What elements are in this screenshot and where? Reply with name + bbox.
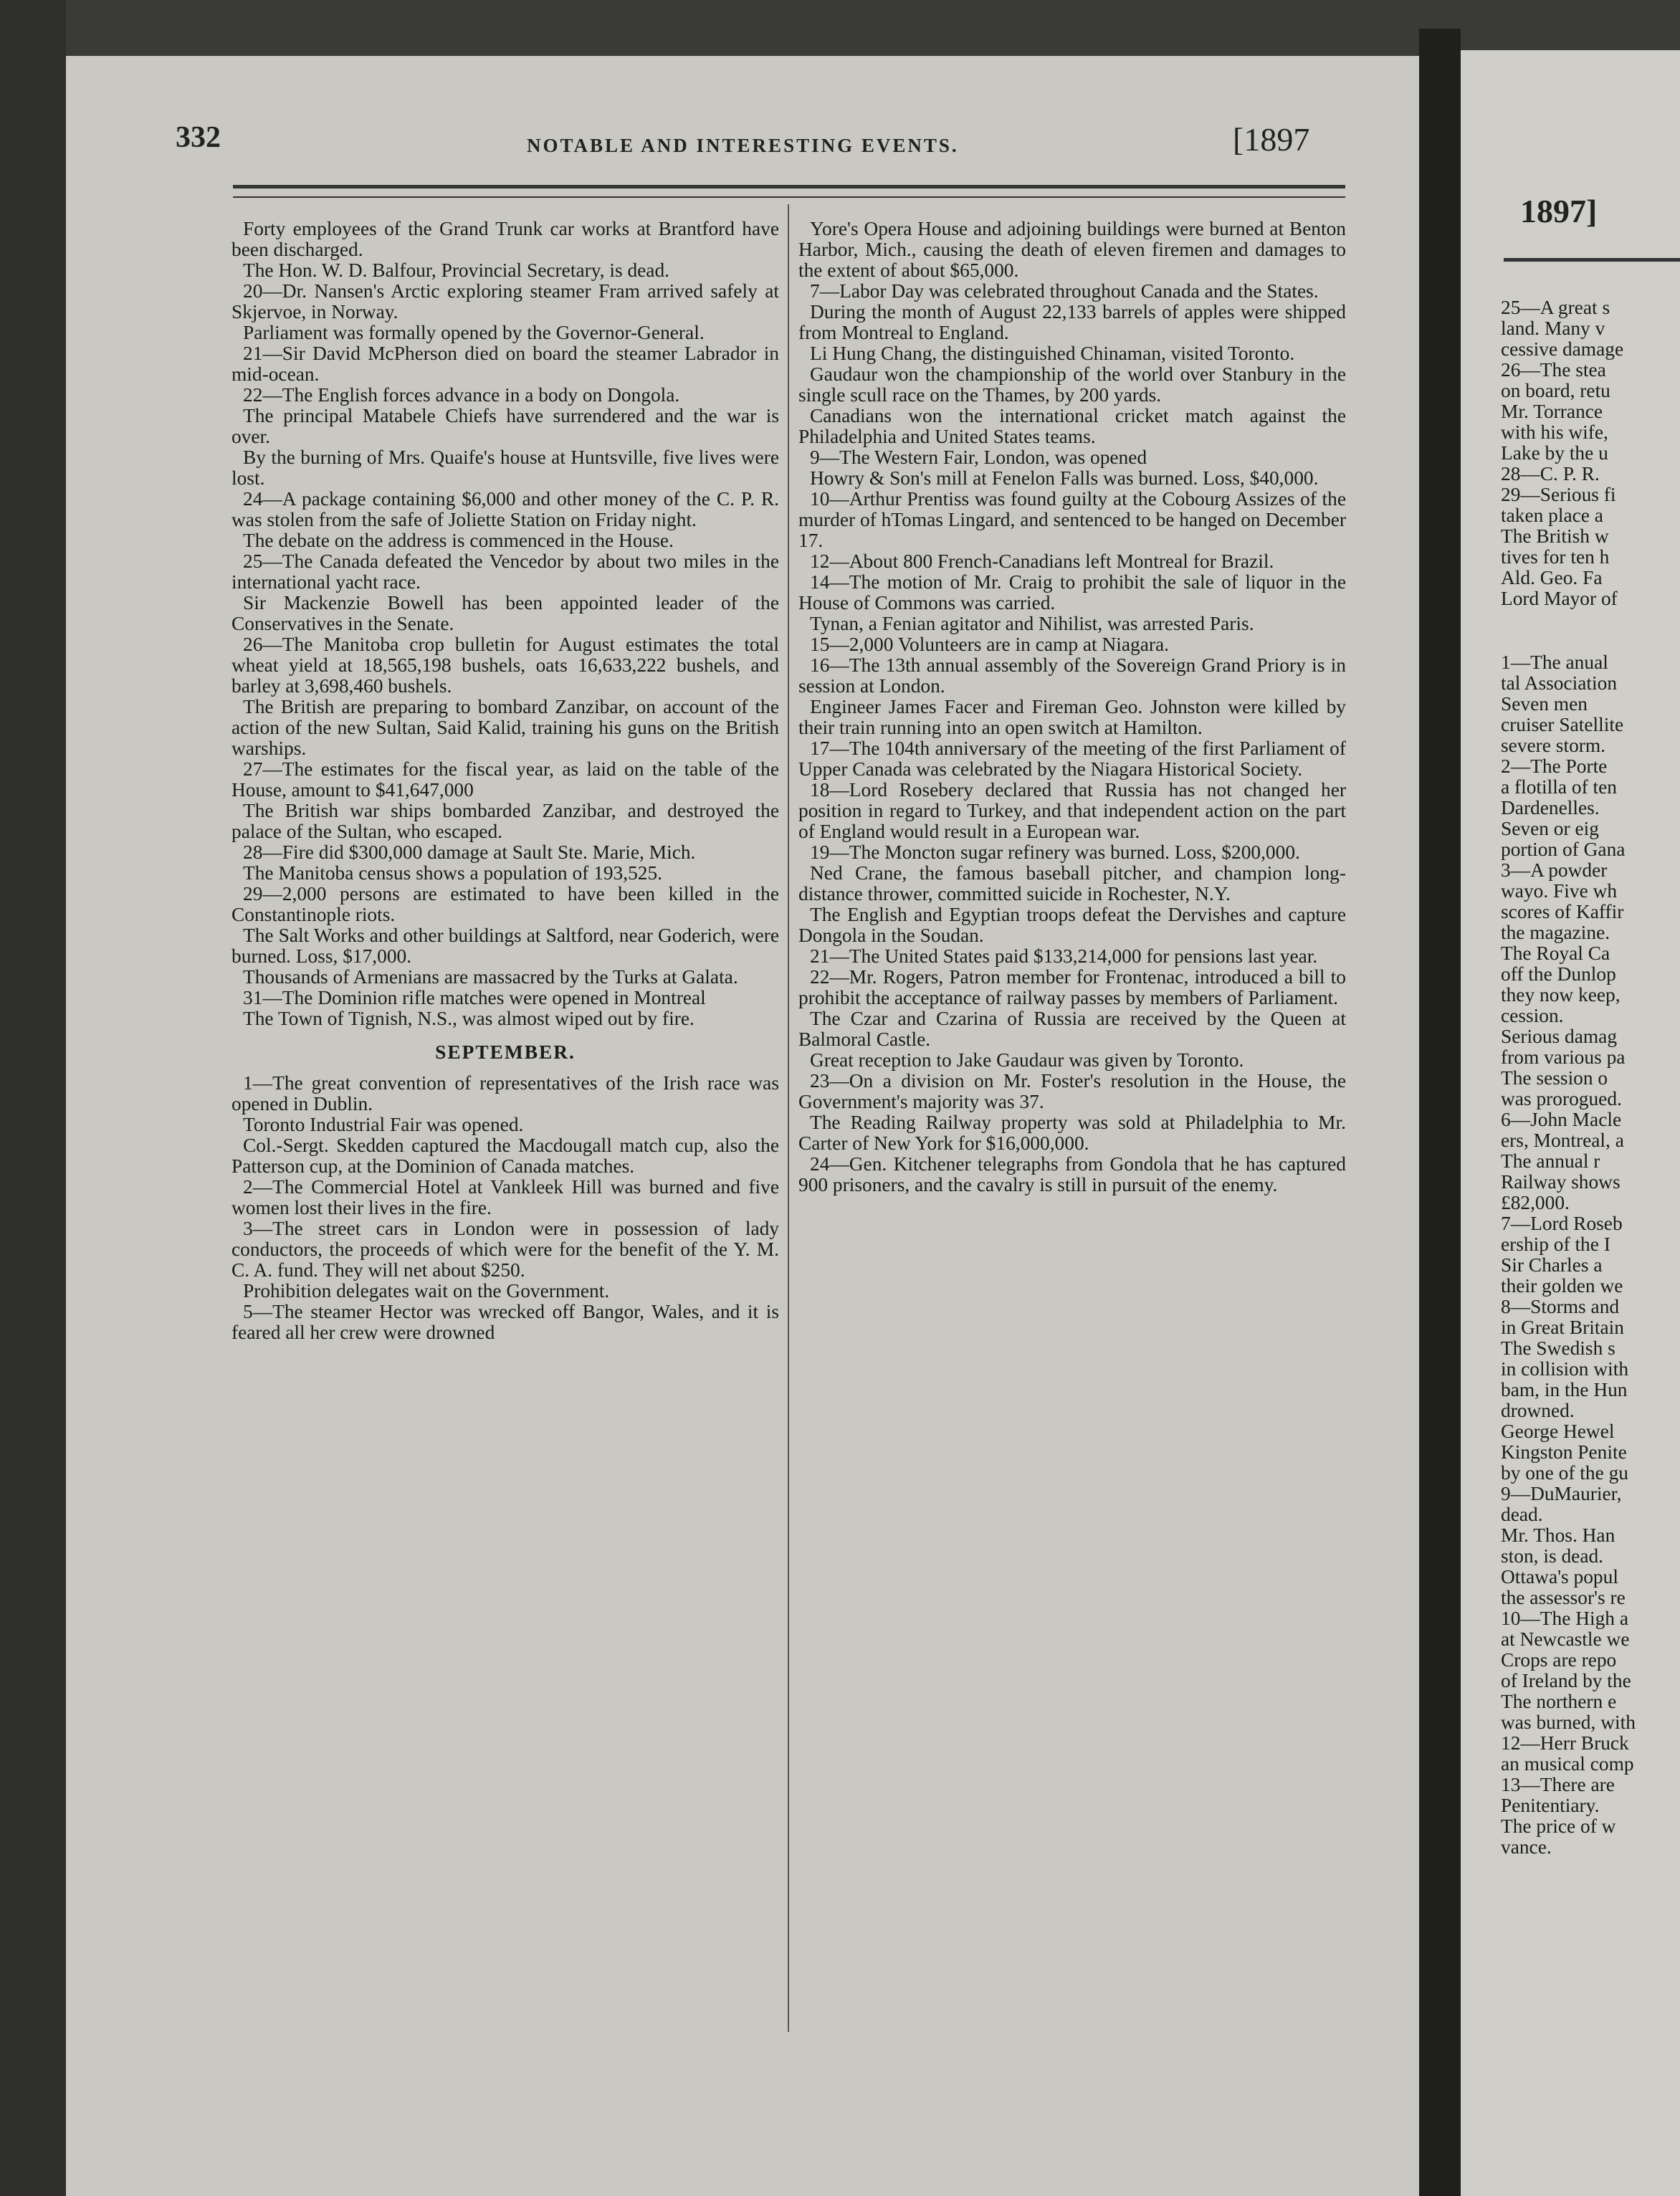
next-page-line: by one of the gu	[1501, 1462, 1628, 1484]
next-page-line: tal Association	[1501, 672, 1618, 694]
next-page-line: 9—DuMaurier,	[1501, 1483, 1622, 1504]
next-page-line: Kingston Penite	[1501, 1441, 1627, 1463]
event-entry: The Town of Tignish, N.S., was almost wiped out by fire.	[243, 1008, 695, 1029]
next-page-line: in Great Britain	[1501, 1317, 1624, 1338]
next-page-line: The annual r	[1501, 1150, 1600, 1172]
event-entry: 27—The estimates for the fiscal year, as laid on the table of the House, amount to $41,647,000	[232, 758, 779, 801]
page-number: 332	[176, 121, 221, 154]
next-page-line: ston, is dead.	[1501, 1545, 1604, 1567]
next-page-line: drowned.	[1501, 1400, 1575, 1421]
next-page-line: 1—The anual	[1501, 651, 1608, 673]
next-page-line: Seven men	[1501, 693, 1588, 715]
event-entry: The Czar and Czarina of Russia are received by the Queen at Balmoral Castle.	[798, 1008, 1346, 1050]
next-page-line: was prorogued.	[1501, 1088, 1622, 1109]
next-page-line: vance.	[1501, 1836, 1552, 1858]
next-page-line: tives for ten h	[1501, 546, 1610, 568]
event-entry: 28—Fire did $300,000 damage at Sault Ste. Marie, Mich.	[243, 841, 696, 863]
next-page-line: 26—The stea	[1501, 359, 1606, 381]
next-page-line: Ald. Geo. Fa	[1501, 567, 1603, 588]
next-page-line: ers, Montreal, a	[1501, 1130, 1624, 1151]
next-page-line: a flotilla of ten	[1501, 776, 1618, 798]
header-rule-thin	[233, 196, 1345, 198]
event-entry: Engineer James Facer and Fireman Geo. Johnston were killed by their train running into an open switch at Hamilton.	[798, 696, 1346, 738]
event-entry: Yore's Opera House and adjoining buildings were burned at Benton Harbor, Mich., causing the death of eleven firemen and damages to the extent of about $65,000.	[798, 218, 1346, 281]
left-column	[232, 219, 779, 1343]
next-page-line: Penitentiary.	[1501, 1795, 1600, 1816]
page-year: [1897	[1233, 121, 1310, 158]
next-page-line: Railway shows	[1501, 1171, 1621, 1193]
event-entry: Howry & Son's mill at Fenelon Falls was burned. Loss, $40,000.	[810, 467, 1319, 489]
next-page-line: Lake by the u	[1501, 442, 1608, 464]
event-entry: Canadians won the international cricket match against the Philadelphia and United States teams.	[798, 405, 1346, 447]
event-entry: 21—Sir David McPherson died on board the steamer Labrador in mid-ocean.	[232, 343, 779, 385]
next-page-line: on board, retu	[1501, 380, 1610, 401]
event-entry: 14—The motion of Mr. Craig to prohibit the sale of liquor in the House of Commons was carried.	[798, 571, 1346, 614]
event-entry: Li Hung Chang, the distinguished Chinaman, visited Toronto.	[810, 343, 1295, 364]
next-page-line: land. Many v	[1501, 318, 1605, 339]
event-entry: The Hon. W. D. Balfour, Provincial Secretary, is dead.	[243, 259, 670, 281]
event-entry: 22—The English forces advance in a body on Dongola.	[243, 384, 680, 406]
event-entry: During the month of August 22,133 barrels of apples were shipped from Montreal to England.	[798, 301, 1346, 343]
next-page-line: 12—Herr Bruck	[1501, 1732, 1629, 1754]
next-page-line: severe storm.	[1501, 735, 1606, 756]
event-entry: Prohibition delegates wait on the Government.	[243, 1280, 610, 1302]
event-entry: 2—The Commercial Hotel at Vankleek Hill was burned and five women lost their lives in the fire.	[232, 1176, 779, 1218]
next-page-line: The Swedish s	[1501, 1337, 1615, 1359]
event-entry: Tynan, a Fenian agitator and Nihilist, was arrested Paris.	[810, 613, 1254, 634]
event-entry: Toronto Industrial Fair was opened.	[243, 1114, 524, 1135]
event-entry: 9—The Western Fair, London, was opened	[810, 447, 1147, 468]
next-page-line: taken place a	[1501, 505, 1603, 526]
event-entry: 20—Dr. Nansen's Arctic exploring steamer Fram arrived safely at Skjervoe, in Norway.	[232, 280, 779, 323]
next-page-line: portion of Gana	[1501, 839, 1626, 860]
next-page-line: off the Dunlop	[1501, 963, 1616, 985]
next-page-line: bam, in the Hun	[1501, 1379, 1628, 1400]
event-entry: 1—The great convention of representatives of the Irish race was opened in Dublin.	[232, 1072, 779, 1114]
event-entry: 25—The Canada defeated the Vencedor by about two miles in the international yacht race.	[232, 550, 779, 593]
event-entry: 29—2,000 persons are estimated to have been killed in the Constantinople riots.	[232, 883, 779, 925]
event-entry: Gaudaur won the championship of the world over Stanbury in the single scull race on the Thames, by 200 yards.	[798, 363, 1346, 406]
event-entry: 21—The United States paid $133,214,000 for pensions last year.	[810, 945, 1318, 967]
page-333-partial	[1461, 50, 1680, 2196]
next-page-line: Mr. Torrance	[1501, 401, 1603, 422]
next-page-line: 6—John Macle	[1501, 1109, 1622, 1130]
next-page-line: with his wife,	[1501, 421, 1608, 443]
next-page-line: from various pa	[1501, 1046, 1626, 1068]
next-page-line: Crops are repo	[1501, 1649, 1617, 1671]
event-entry: The Salt Works and other buildings at Saltford, near Goderich, were burned. Loss, $17,000.	[232, 925, 779, 967]
next-page-line: cessive damage	[1501, 338, 1624, 360]
next-page-line: an musical comp	[1501, 1753, 1634, 1775]
event-entry: 24—A package containing $6,000 and other money of the C. P. R. was stolen from the safe of Joliette Station on Friday night.	[232, 488, 779, 530]
next-page-line: The session o	[1501, 1067, 1608, 1089]
event-entry: 22—Mr. Rogers, Patron member for Frontenac, introduced a bill to prohibit the acceptance of railway passes by members of Parliament.	[798, 966, 1346, 1008]
next-page-line: dead.	[1501, 1504, 1543, 1525]
event-entry: Parliament was formally opened by the Governor-General.	[243, 322, 705, 343]
event-entry: 10—Arthur Prentiss was found guilty at the Cobourg Assizes of the murder of hTomas Lingard, and sentenced to be hanged on December 17.	[798, 488, 1346, 551]
event-entry: Great reception to Jake Gaudaur was given by Toronto.	[810, 1049, 1244, 1071]
next-page-line: Mr. Thos. Han	[1501, 1524, 1615, 1546]
event-entry: By the burning of Mrs. Quaife's house at Huntsville, five lives were lost.	[232, 447, 779, 489]
next-page-line: The northern e	[1501, 1691, 1617, 1712]
next-page-year: 1897]	[1520, 193, 1598, 229]
next-page-line: scores of Kaffir	[1501, 901, 1624, 922]
event-entry: 12—About 800 French-Canadians left Montreal for Brazil.	[810, 550, 1274, 572]
next-page-line: 7—Lord Roseb	[1501, 1213, 1623, 1234]
event-entry: 16—The 13th annual assembly of the Sovereign Grand Priory is in session at London.	[798, 654, 1346, 697]
event-entry: 15—2,000 Volunteers are in camp at Niagara.	[810, 634, 1170, 655]
next-page-line: in collision with	[1501, 1358, 1629, 1380]
event-entry: The British are preparing to bombard Zanzibar, on account of the action of the new Sultan, Said Kalid, training his guns on the British warships.	[232, 696, 779, 759]
event-entry: 24—Gen. Kitchener telegraphs from Gondola that he has captured 900 prisoners, and the cavalry is still in pursuit of the enemy.	[798, 1153, 1346, 1195]
event-entry: Forty employees of the Grand Trunk car works at Brantford have been discharged.	[232, 218, 779, 260]
next-page-line: Sir Charles a	[1501, 1254, 1603, 1276]
event-entry: The Reading Railway property was sold at Philadelphia to Mr. Carter of New York for $16,000,000.	[798, 1112, 1346, 1154]
next-page-line: 2—The Porte	[1501, 755, 1608, 777]
next-page-line: Lord Mayor of	[1501, 588, 1618, 609]
event-entry: 23—On a division on Mr. Foster's resolution in the House, the Government's majority was 37.	[798, 1070, 1346, 1112]
event-entry: 17—The 104th anniversary of the meeting of the first Parliament of Upper Canada was celebrated by the Niagara Historical Society.	[798, 737, 1346, 780]
book-gutter	[1419, 29, 1461, 2196]
next-page-line: their golden we	[1501, 1275, 1623, 1297]
event-entry: Thousands of Armenians are massacred by the Turks at Galata.	[243, 966, 738, 988]
next-page-line: 10—The High a	[1501, 1608, 1628, 1629]
event-entry: Ned Crane, the famous baseball pitcher, and champion long-distance thrower, committed suicide in Rochester, N.Y.	[798, 862, 1346, 904]
next-page-line: Dardenelles.	[1501, 797, 1600, 818]
event-entry: 31—The Dominion rifle matches were opened in Montreal	[243, 987, 706, 1008]
next-page-line: 3—A powder	[1501, 859, 1608, 881]
next-page-line: ership of the I	[1501, 1233, 1610, 1255]
next-page-line: cession.	[1501, 1005, 1564, 1026]
next-page-line: 28—C. P. R.	[1501, 463, 1600, 484]
next-page-line: 29—Serious fi	[1501, 484, 1616, 505]
event-entry: 5—The steamer Hector was wrecked off Bangor, Wales, and it is feared all her crew were drowned	[232, 1301, 779, 1343]
event-entry: Sir Mackenzie Bowell has been appointed leader of the Conservatives in the Senate.	[232, 592, 779, 634]
next-page-line: cruiser Satellite	[1501, 714, 1624, 735]
event-entry: The principal Matabele Chiefs have surrendered and the war is over.	[232, 405, 779, 447]
next-page-line: The British w	[1501, 525, 1609, 547]
event-entry: The British war ships bombarded Zanzibar, and destroyed the palace of the Sultan, who escaped.	[232, 800, 779, 842]
event-entry: The debate on the address is commenced in the House.	[243, 530, 674, 551]
event-entry: 26—The Manitoba crop bulletin for August estimates the total wheat yield at 18,565,198 bushels, oats 16,633,222 bushels, and barley at 3,698,460 bushels.	[232, 634, 779, 697]
next-page-line: wayo. Five wh	[1501, 880, 1618, 902]
next-page-line: 13—There are	[1501, 1774, 1615, 1795]
event-entry: The English and Egyptian troops defeat the Dervishes and capture Dongola in the Soudan.	[798, 904, 1346, 946]
scan-left-border	[0, 0, 66, 2196]
next-page-line: Seven or eig	[1501, 818, 1599, 839]
next-page-line: was burned, with	[1501, 1712, 1636, 1733]
event-entry: Col.-Sergt. Skedden captured the Macdougall match cup, also the Patterson cup, at the Dominion of Canada matches.	[232, 1135, 779, 1177]
next-page-line: Ottawa's popul	[1501, 1566, 1618, 1588]
next-page-line: £82,000.	[1501, 1192, 1570, 1213]
next-page-line: 8—Storms and	[1501, 1296, 1620, 1317]
next-page-line: The Royal Ca	[1501, 942, 1610, 964]
next-page-line: at Newcastle we	[1501, 1628, 1630, 1650]
next-page-line: the assessor's re	[1501, 1587, 1626, 1608]
next-page-line: they now keep,	[1501, 984, 1621, 1006]
next-page-line: of Ireland by the	[1501, 1670, 1631, 1691]
next-page-line: the magazine.	[1501, 922, 1610, 943]
header-rule-thick	[233, 185, 1345, 188]
next-page-line: Serious damag	[1501, 1026, 1618, 1047]
running-title: NOTABLE AND INTERESTING EVENTS.	[527, 135, 959, 156]
next-page-header-rule	[1504, 258, 1680, 262]
right-column	[798, 219, 1346, 1195]
event-entry: 18—Lord Rosebery declared that Russia has not changed her position in regard to Turkey, and that independent action on the part of England would result in a European war.	[798, 779, 1346, 842]
next-page-line: 25—A great s	[1501, 297, 1610, 318]
column-divider	[788, 204, 789, 2032]
next-page-column	[1501, 297, 1680, 1858]
next-page-line: The price of w	[1501, 1815, 1616, 1837]
event-entry: The Manitoba census shows a population of 193,525.	[243, 862, 663, 884]
event-entry: 19—The Moncton sugar refinery was burned. Loss, $200,000.	[810, 841, 1300, 863]
next-page-line: George Hewel	[1501, 1421, 1615, 1442]
section-heading: SEPTEMBER.	[435, 1041, 576, 1063]
event-entry: 7—Labor Day was celebrated throughout Canada and the States.	[810, 280, 1319, 302]
event-entry: 3—The street cars in London were in possession of lady conductors, the proceeds of which were for the benefit of the Y. M. C. A. fund. They will net about $250.	[232, 1218, 779, 1281]
